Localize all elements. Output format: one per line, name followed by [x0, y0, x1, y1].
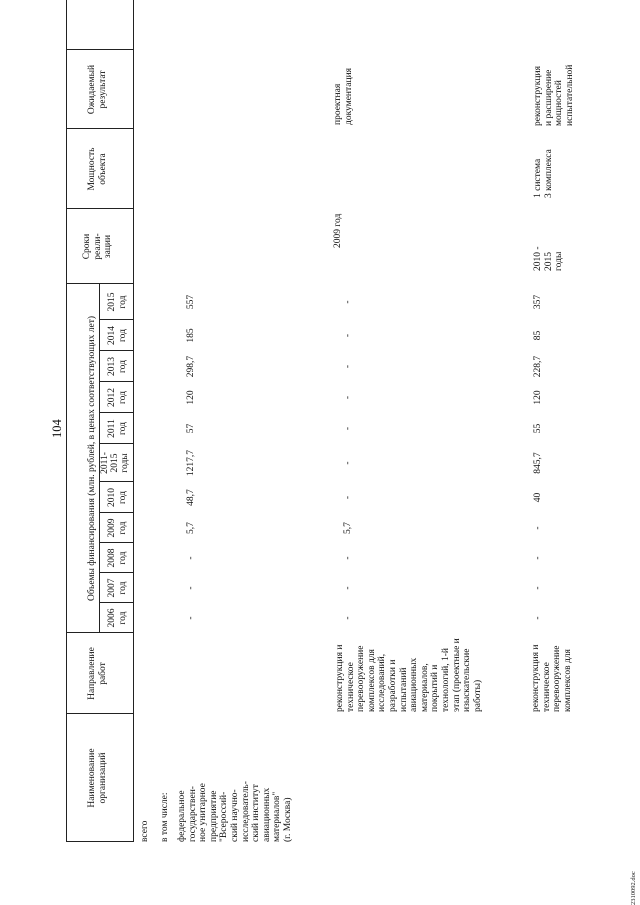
- work1-value-2008: -: [343, 556, 353, 560]
- work1-value-2013: -: [343, 364, 353, 369]
- work1-value-2007: -: [343, 586, 353, 590]
- work1-value-2009: 5,7: [343, 522, 353, 534]
- work2-result: реконструкция и расширение мощностей испытательной: [533, 64, 575, 126]
- header-capacity: Мощность объекта: [87, 147, 108, 191]
- work2-value-2013: 228,7: [533, 355, 543, 378]
- org-name: федеральное государствен- ное унитарное предприятие "Всероссий- ский научно- исследователь- ский институт авиационных материалов" (г. Москва): [177, 781, 293, 842]
- work2-direction: реконструкция и техническое перевооружение комплексов для: [531, 644, 573, 712]
- org-value-2015: 557: [186, 294, 196, 310]
- work1-direction: реконструкция и техническое перевооружение комплексов для исследований, разработки и испытаний авиационных материалов, покрытий и технологий, 1-й этап (проектные и изыскательские работы): [335, 638, 483, 712]
- work2-value-2007: -: [533, 586, 543, 590]
- row-total-label: всего: [140, 820, 150, 842]
- work2-value-2006: -: [533, 616, 543, 620]
- work2-value-2014: 85: [533, 330, 543, 341]
- work1-result: проектная документация: [333, 67, 354, 125]
- header-year-2008: 2008 год: [107, 548, 128, 568]
- page-number: 104: [50, 419, 64, 438]
- org-value-2012: 120: [186, 390, 196, 405]
- header-year-2007: 2007 год: [107, 578, 128, 598]
- work1-value-2010: -: [343, 495, 353, 500]
- org-value-2007: -: [186, 586, 196, 590]
- work1-terms: 2009 год: [333, 213, 343, 248]
- footer-filename: 2310092.doc: [630, 871, 637, 905]
- work2-value-2015: 357: [533, 294, 543, 310]
- work1-value-2012: -: [343, 395, 353, 400]
- header-direction: Направление работ: [87, 647, 108, 700]
- org-value-2011: 57: [186, 423, 196, 434]
- work2-capacity: 1 система 3 комплекса: [533, 149, 554, 198]
- org-value-2006: -: [186, 616, 196, 620]
- work2-value-2011-2015: 845,7: [533, 452, 543, 474]
- header-year-2009: 2009 год: [107, 518, 128, 538]
- org-value-2009: 5,7: [186, 522, 196, 534]
- work1-value-2006: -: [343, 616, 353, 620]
- header-result: Ожидаемый результат: [87, 64, 108, 115]
- org-value-2013: 298,7: [186, 355, 196, 378]
- header-year-2015: 2015 год: [107, 292, 128, 312]
- header-year-2011: 2011 год: [107, 419, 128, 438]
- header-terms: Сроки реали- зации: [82, 233, 114, 260]
- org-value-2011-2015: 1217,7: [186, 449, 196, 477]
- work1-value-2011-2015: -: [343, 461, 353, 465]
- header-funding-group: Объемы финансирования (млн. рублей, в ценах соответствующих лет): [87, 315, 97, 602]
- work1-value-2015: -: [343, 300, 353, 304]
- header-year-2006: 2006 год: [107, 608, 128, 628]
- work2-value-2008: -: [533, 556, 543, 560]
- org-value-2014: 185: [186, 328, 196, 343]
- row-incl-label: в том числе:: [160, 792, 170, 842]
- work2-value-2010: 40: [533, 492, 543, 503]
- org-value-2010: 48,7: [186, 489, 196, 506]
- header-years-2011-2015: 2011- 2015 годы: [100, 452, 130, 474]
- subperiod-divider: [133, 284, 134, 444]
- org-value-2008: -: [186, 556, 196, 560]
- table-top-border: [66, 0, 67, 842]
- header-org: Наименование организаций: [87, 748, 108, 808]
- header-year-2012: 2012 год: [107, 388, 128, 407]
- work2-terms: 2010 - 2015 годы: [533, 246, 565, 271]
- work2-value-2012: 120: [533, 390, 543, 405]
- work2-value-2009: -: [533, 526, 543, 530]
- work1-value-2014: -: [343, 333, 353, 338]
- header-year-2013: 2013 год: [107, 357, 128, 376]
- work2-value-2011: 55: [533, 423, 543, 434]
- header-year-2010: 2010 год: [107, 488, 128, 507]
- work1-value-2011: -: [343, 426, 353, 431]
- header-year-2014: 2014 год: [107, 326, 128, 345]
